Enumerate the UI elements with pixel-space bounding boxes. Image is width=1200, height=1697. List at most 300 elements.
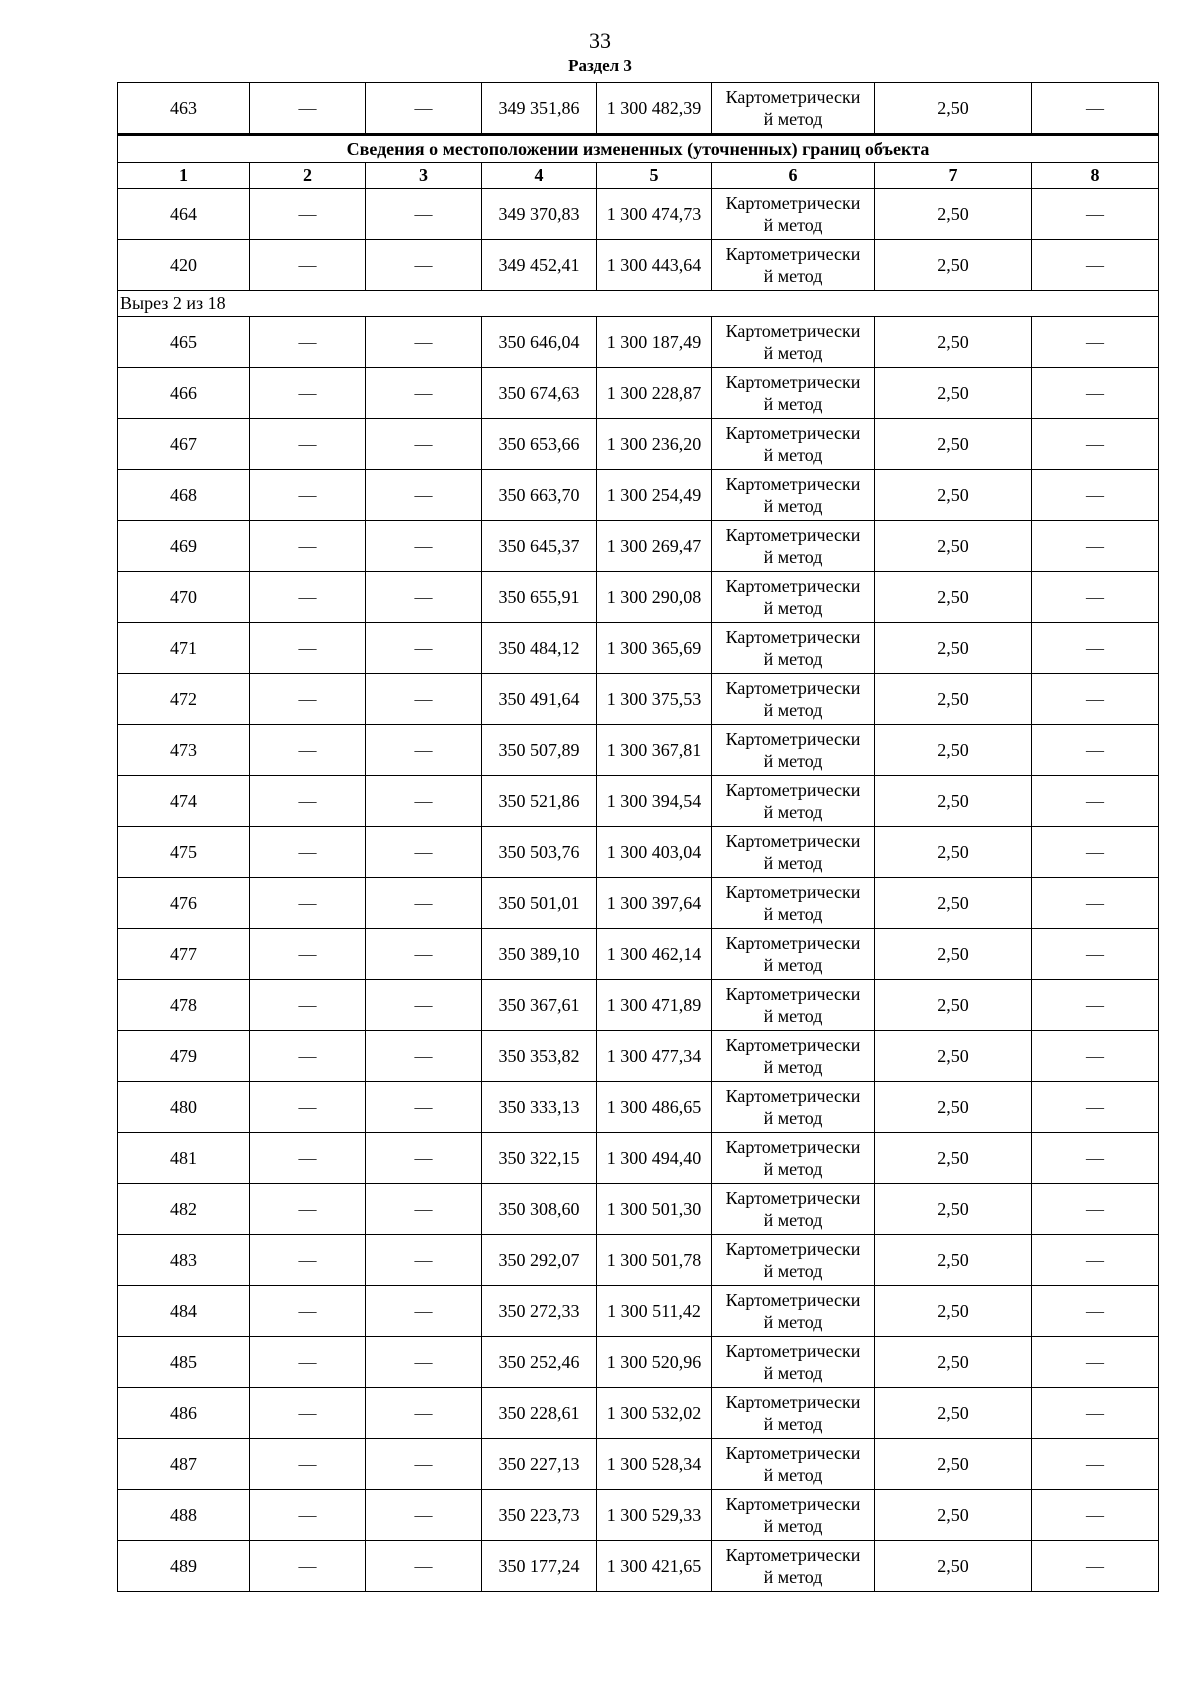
method-cell (712, 1235, 875, 1286)
accuracy-value: 2,50 (875, 1184, 1032, 1235)
point-number: 464 (118, 189, 250, 240)
col-8-value: — (1032, 1388, 1159, 1439)
table-row (118, 1133, 1159, 1184)
column-number: 3 (366, 163, 482, 189)
table-row (118, 189, 1159, 240)
x-coordinate: 350 521,86 (482, 776, 597, 827)
y-coordinate: 1 300 269,47 (597, 521, 712, 572)
accuracy-value: 2,50 (875, 1439, 1032, 1490)
col-8-value: — (1032, 240, 1159, 291)
col-8-value: — (1032, 419, 1159, 470)
col-2-value: — (250, 419, 366, 470)
method-cell (712, 521, 875, 572)
col-2-value: — (250, 1031, 366, 1082)
col-2-value: — (250, 1082, 366, 1133)
method-line-1: Картометрически (725, 1341, 861, 1361)
col-8-value: — (1032, 980, 1159, 1031)
x-coordinate: 350 674,63 (482, 368, 597, 419)
x-coordinate: 350 503,76 (482, 827, 597, 878)
x-coordinate: 350 646,04 (482, 317, 597, 368)
method-line-2: й метод (763, 496, 823, 516)
table-row (118, 776, 1159, 827)
col-3-value: — (366, 1031, 482, 1082)
column-number: 6 (712, 163, 875, 189)
x-coordinate: 350 228,61 (482, 1388, 597, 1439)
x-coordinate: 350 653,66 (482, 419, 597, 470)
table-heading: Сведения о местоположении измененных (уточненных) границ объекта (118, 135, 1159, 163)
col-2-value: — (250, 725, 366, 776)
method-line-1: Картометрически (725, 1137, 861, 1157)
y-coordinate: 1 300 532,02 (597, 1388, 712, 1439)
accuracy-value: 2,50 (875, 1286, 1032, 1337)
col-3-value: — (366, 1184, 482, 1235)
col-2-value: — (250, 317, 366, 368)
col-8-value: — (1032, 1082, 1159, 1133)
method-cell (712, 878, 875, 929)
accuracy-value: 2,50 (875, 189, 1032, 240)
method-line-2: й метод (763, 955, 823, 975)
method-line-2: й метод (763, 343, 823, 363)
col-3-value: — (366, 725, 482, 776)
col-3-value: — (366, 240, 482, 291)
x-coordinate: 350 252,46 (482, 1337, 597, 1388)
method-line-2: й метод (763, 1159, 823, 1179)
col-3-value: — (366, 470, 482, 521)
col-3-value: — (366, 83, 482, 135)
accuracy-value: 2,50 (875, 1235, 1032, 1286)
point-number: 469 (118, 521, 250, 572)
method-cell (712, 470, 875, 521)
accuracy-value: 2,50 (875, 1337, 1032, 1388)
point-number: 473 (118, 725, 250, 776)
point-number: 475 (118, 827, 250, 878)
method-cell (712, 1337, 875, 1388)
point-number: 465 (118, 317, 250, 368)
method-line-2: й метод (763, 1006, 823, 1026)
method-cell (712, 980, 875, 1031)
method-line-1: Картометрически (725, 1494, 861, 1514)
table-row (118, 1031, 1159, 1082)
method-cell (712, 83, 875, 135)
point-number: 471 (118, 623, 250, 674)
table-row (118, 368, 1159, 419)
method-line-1: Картометрически (725, 678, 861, 698)
y-coordinate: 1 300 421,65 (597, 1541, 712, 1592)
method-line-2: й метод (763, 1363, 823, 1383)
point-number: 470 (118, 572, 250, 623)
method-cell (712, 1184, 875, 1235)
col-2-value: — (250, 929, 366, 980)
section-title: Раздел 3 (568, 56, 632, 75)
cut-label: Вырез 2 из 18 (118, 291, 1159, 317)
y-coordinate: 1 300 394,54 (597, 776, 712, 827)
table-row (118, 1082, 1159, 1133)
point-number: 479 (118, 1031, 250, 1082)
accuracy-value: 2,50 (875, 317, 1032, 368)
method-line-1: Картометрически (725, 1443, 861, 1463)
col-2-value: — (250, 1337, 366, 1388)
x-coordinate: 350 491,64 (482, 674, 597, 725)
col-3-value: — (366, 980, 482, 1031)
accuracy-value: 2,50 (875, 1082, 1032, 1133)
page-number: 33 (589, 28, 611, 53)
method-line-2: й метод (763, 394, 823, 414)
accuracy-value: 2,50 (875, 725, 1032, 776)
column-number: 5 (597, 163, 712, 189)
col-8-value: — (1032, 1337, 1159, 1388)
method-line-1: Картометрически (725, 87, 861, 107)
x-coordinate: 350 645,37 (482, 521, 597, 572)
accuracy-value: 2,50 (875, 572, 1032, 623)
x-coordinate: 350 308,60 (482, 1184, 597, 1235)
accuracy-value: 2,50 (875, 419, 1032, 470)
x-coordinate: 350 353,82 (482, 1031, 597, 1082)
method-line-1: Картометрически (725, 627, 861, 647)
table-row (118, 1337, 1159, 1388)
x-coordinate: 350 389,10 (482, 929, 597, 980)
method-line-2: й метод (763, 1261, 823, 1281)
point-number: 487 (118, 1439, 250, 1490)
method-line-2: й метод (763, 1108, 823, 1128)
col-2-value: — (250, 572, 366, 623)
col-2-value: — (250, 470, 366, 521)
y-coordinate: 1 300 494,40 (597, 1133, 712, 1184)
col-3-value: — (366, 1439, 482, 1490)
y-coordinate: 1 300 486,65 (597, 1082, 712, 1133)
col-2-value: — (250, 827, 366, 878)
table-body (118, 83, 1159, 1592)
x-coordinate: 350 227,13 (482, 1439, 597, 1490)
col-3-value: — (366, 368, 482, 419)
y-coordinate: 1 300 462,14 (597, 929, 712, 980)
method-line-2: й метод (763, 853, 823, 873)
col-8-value: — (1032, 83, 1159, 135)
method-line-2: й метод (763, 109, 823, 129)
method-line-1: Картометрически (725, 1035, 861, 1055)
y-coordinate: 1 300 471,89 (597, 980, 712, 1031)
method-line-1: Картометрически (725, 525, 861, 545)
method-line-2: й метод (763, 904, 823, 924)
column-number: 2 (250, 163, 366, 189)
col-8-value: — (1032, 1184, 1159, 1235)
table-row (118, 929, 1159, 980)
method-line-1: Картометрически (725, 576, 861, 596)
table-row (118, 980, 1159, 1031)
y-coordinate: 1 300 482,39 (597, 83, 712, 135)
col-8-value: — (1032, 1286, 1159, 1337)
accuracy-value: 2,50 (875, 1490, 1032, 1541)
method-cell (712, 419, 875, 470)
col-8-value: — (1032, 521, 1159, 572)
column-number: 1 (118, 163, 250, 189)
boundary-points-table (117, 82, 1159, 1592)
method-line-2: й метод (763, 598, 823, 618)
col-8-value: — (1032, 623, 1159, 674)
point-number: 480 (118, 1082, 250, 1133)
point-number: 481 (118, 1133, 250, 1184)
point-number: 472 (118, 674, 250, 725)
point-number: 463 (118, 83, 250, 135)
col-8-value: — (1032, 1031, 1159, 1082)
y-coordinate: 1 300 501,78 (597, 1235, 712, 1286)
x-coordinate: 350 663,70 (482, 470, 597, 521)
method-line-1: Картометрически (725, 1290, 861, 1310)
accuracy-value: 2,50 (875, 1133, 1032, 1184)
col-2-value: — (250, 623, 366, 674)
col-8-value: — (1032, 368, 1159, 419)
method-line-2: й метод (763, 700, 823, 720)
y-coordinate: 1 300 228,87 (597, 368, 712, 419)
col-3-value: — (366, 1235, 482, 1286)
table-row (118, 725, 1159, 776)
method-cell (712, 827, 875, 878)
method-line-1: Картометрически (725, 321, 861, 341)
col-8-value: — (1032, 674, 1159, 725)
column-number: 8 (1032, 163, 1159, 189)
table-row (118, 1388, 1159, 1439)
method-line-2: й метод (763, 802, 823, 822)
y-coordinate: 1 300 501,30 (597, 1184, 712, 1235)
method-line-1: Картометрически (725, 372, 861, 392)
y-coordinate: 1 300 520,96 (597, 1337, 712, 1388)
col-8-value: — (1032, 725, 1159, 776)
point-number: 477 (118, 929, 250, 980)
method-line-1: Картометрически (725, 729, 861, 749)
col-2-value: — (250, 368, 366, 419)
col-8-value: — (1032, 1235, 1159, 1286)
col-2-value: — (250, 1490, 366, 1541)
point-number: 467 (118, 419, 250, 470)
x-coordinate: 349 351,86 (482, 83, 597, 135)
table-row (118, 1286, 1159, 1337)
method-cell (712, 240, 875, 291)
table-row (118, 674, 1159, 725)
method-line-2: й метод (763, 266, 823, 286)
col-8-value: — (1032, 1133, 1159, 1184)
col-3-value: — (366, 1337, 482, 1388)
method-line-1: Картометрически (725, 1239, 861, 1259)
point-number: 466 (118, 368, 250, 419)
method-line-1: Картометрически (725, 831, 861, 851)
x-coordinate: 350 484,12 (482, 623, 597, 674)
col-8-value: — (1032, 929, 1159, 980)
col-2-value: — (250, 83, 366, 135)
table-row (118, 419, 1159, 470)
col-3-value: — (366, 521, 482, 572)
method-line-2: й метод (763, 649, 823, 669)
table-row (118, 827, 1159, 878)
col-3-value: — (366, 674, 482, 725)
method-line-1: Картометрически (725, 193, 861, 213)
col-3-value: — (366, 1082, 482, 1133)
col-2-value: — (250, 878, 366, 929)
table-row (118, 240, 1159, 291)
x-coordinate: 349 452,41 (482, 240, 597, 291)
table-row (118, 623, 1159, 674)
col-3-value: — (366, 1388, 482, 1439)
col-2-value: — (250, 1439, 366, 1490)
col-3-value: — (366, 1490, 482, 1541)
column-numbers-row (118, 163, 1159, 189)
col-2-value: — (250, 189, 366, 240)
method-line-1: Картометрически (725, 933, 861, 953)
col-8-value: — (1032, 776, 1159, 827)
col-8-value: — (1032, 470, 1159, 521)
col-3-value: — (366, 827, 482, 878)
y-coordinate: 1 300 375,53 (597, 674, 712, 725)
method-cell (712, 1286, 875, 1337)
table-heading-row (118, 135, 1159, 163)
accuracy-value: 2,50 (875, 929, 1032, 980)
point-number: 468 (118, 470, 250, 521)
table-row (118, 1541, 1159, 1592)
method-cell (712, 1490, 875, 1541)
y-coordinate: 1 300 528,34 (597, 1439, 712, 1490)
point-number: 476 (118, 878, 250, 929)
table-row (118, 1235, 1159, 1286)
method-line-1: Картометрически (725, 244, 861, 264)
col-8-value: — (1032, 827, 1159, 878)
y-coordinate: 1 300 187,49 (597, 317, 712, 368)
col-2-value: — (250, 776, 366, 827)
col-3-value: — (366, 1133, 482, 1184)
column-number: 4 (482, 163, 597, 189)
col-2-value: — (250, 240, 366, 291)
method-cell (712, 1388, 875, 1439)
col-3-value: — (366, 623, 482, 674)
accuracy-value: 2,50 (875, 776, 1032, 827)
method-cell (712, 317, 875, 368)
table-row (118, 521, 1159, 572)
table-row (118, 1184, 1159, 1235)
col-3-value: — (366, 419, 482, 470)
cut-label-row (118, 291, 1159, 317)
method-line-1: Картометрически (725, 882, 861, 902)
col-2-value: — (250, 674, 366, 725)
table-row (118, 1439, 1159, 1490)
method-cell (712, 725, 875, 776)
method-line-2: й метод (763, 1465, 823, 1485)
col-8-value: — (1032, 1541, 1159, 1592)
table-row (118, 470, 1159, 521)
method-line-1: Картометрически (725, 780, 861, 800)
accuracy-value: 2,50 (875, 623, 1032, 674)
y-coordinate: 1 300 403,04 (597, 827, 712, 878)
point-number: 483 (118, 1235, 250, 1286)
col-8-value: — (1032, 1439, 1159, 1490)
accuracy-value: 2,50 (875, 240, 1032, 291)
column-number: 7 (875, 163, 1032, 189)
method-line-2: й метод (763, 1516, 823, 1536)
col-3-value: — (366, 878, 482, 929)
method-line-1: Картометрически (725, 1545, 861, 1565)
method-cell (712, 776, 875, 827)
x-coordinate: 350 272,33 (482, 1286, 597, 1337)
col-2-value: — (250, 1235, 366, 1286)
point-number: 489 (118, 1541, 250, 1592)
point-number: 478 (118, 980, 250, 1031)
point-number: 486 (118, 1388, 250, 1439)
x-coordinate: 350 501,01 (482, 878, 597, 929)
accuracy-value: 2,50 (875, 521, 1032, 572)
table-row (118, 317, 1159, 368)
table-row (118, 83, 1159, 135)
y-coordinate: 1 300 236,20 (597, 419, 712, 470)
table-row (118, 878, 1159, 929)
point-number: 488 (118, 1490, 250, 1541)
method-line-2: й метод (763, 547, 823, 567)
col-8-value: — (1032, 878, 1159, 929)
y-coordinate: 1 300 529,33 (597, 1490, 712, 1541)
method-line-1: Картометрически (725, 423, 861, 443)
accuracy-value: 2,50 (875, 674, 1032, 725)
col-8-value: — (1032, 189, 1159, 240)
point-number: 484 (118, 1286, 250, 1337)
col-2-value: — (250, 1286, 366, 1337)
y-coordinate: 1 300 443,64 (597, 240, 712, 291)
method-line-2: й метод (763, 215, 823, 235)
x-coordinate: 350 655,91 (482, 572, 597, 623)
method-cell (712, 1082, 875, 1133)
method-line-2: й метод (763, 445, 823, 465)
y-coordinate: 1 300 397,64 (597, 878, 712, 929)
col-3-value: — (366, 1541, 482, 1592)
col-3-value: — (366, 189, 482, 240)
method-cell (712, 1031, 875, 1082)
x-coordinate: 350 333,13 (482, 1082, 597, 1133)
method-line-1: Картометрически (725, 984, 861, 1004)
method-cell (712, 1439, 875, 1490)
col-8-value: — (1032, 572, 1159, 623)
x-coordinate: 349 370,83 (482, 189, 597, 240)
method-line-1: Картометрически (725, 1392, 861, 1412)
method-line-2: й метод (763, 1210, 823, 1230)
method-line-1: Картометрически (725, 474, 861, 494)
accuracy-value: 2,50 (875, 980, 1032, 1031)
method-cell (712, 368, 875, 419)
method-cell (712, 929, 875, 980)
accuracy-value: 2,50 (875, 1031, 1032, 1082)
method-cell (712, 1541, 875, 1592)
col-3-value: — (366, 776, 482, 827)
point-number: 420 (118, 240, 250, 291)
col-2-value: — (250, 1541, 366, 1592)
x-coordinate: 350 177,24 (482, 1541, 597, 1592)
y-coordinate: 1 300 474,73 (597, 189, 712, 240)
col-8-value: — (1032, 317, 1159, 368)
y-coordinate: 1 300 254,49 (597, 470, 712, 521)
col-2-value: — (250, 521, 366, 572)
method-cell (712, 189, 875, 240)
point-number: 482 (118, 1184, 250, 1235)
col-2-value: — (250, 1133, 366, 1184)
accuracy-value: 2,50 (875, 470, 1032, 521)
col-3-value: — (366, 929, 482, 980)
x-coordinate: 350 223,73 (482, 1490, 597, 1541)
y-coordinate: 1 300 367,81 (597, 725, 712, 776)
col-8-value: — (1032, 1490, 1159, 1541)
method-line-1: Картометрически (725, 1086, 861, 1106)
method-line-2: й метод (763, 1057, 823, 1077)
method-line-2: й метод (763, 1312, 823, 1332)
x-coordinate: 350 322,15 (482, 1133, 597, 1184)
accuracy-value: 2,50 (875, 827, 1032, 878)
col-3-value: — (366, 572, 482, 623)
col-2-value: — (250, 1388, 366, 1439)
accuracy-value: 2,50 (875, 1388, 1032, 1439)
method-line-2: й метод (763, 1414, 823, 1434)
col-2-value: — (250, 1184, 366, 1235)
